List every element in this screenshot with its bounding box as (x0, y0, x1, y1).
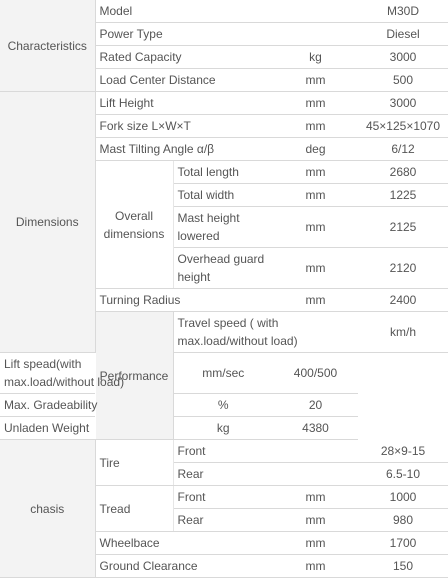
row-label-model: Model (95, 0, 273, 23)
row-unit-lift-height: mm (273, 92, 358, 115)
row-value-model: M30D (358, 0, 448, 23)
row-label-lift-height: Lift Height (95, 92, 273, 115)
row-unit-rated-capacity: kg (273, 46, 358, 69)
row-label-rated-capacity: Rated Capacity (95, 46, 273, 69)
section-characteristics: Characteristics (0, 0, 95, 92)
row-label-travel-speed: Travel speed ( with max.load/without load) (173, 312, 358, 353)
table-row (0, 440, 448, 463)
row-label-tread-front: Front (173, 486, 273, 509)
row-value-tire-rear: 6.5-10 (358, 463, 448, 486)
row-unit-tire-rear (273, 463, 358, 486)
table-row (0, 0, 448, 23)
row-label-wheelbase: Wheelbace (95, 532, 273, 555)
table-row (0, 394, 448, 417)
row-unit-unladen-weight: kg (173, 417, 273, 440)
row-value-lift-height: 3000 (358, 92, 448, 115)
row-value-ground-clearance: 150 (358, 555, 448, 578)
row-unit-mast-tilt: deg (273, 138, 358, 161)
row-unit-ground-clearance: mm (273, 555, 358, 578)
row-value-wheelbase: 1700 (358, 532, 448, 555)
row-label-turning-radius: Turning Radius (95, 289, 273, 312)
table-row (0, 417, 448, 440)
row-unit-tire-front (273, 440, 358, 463)
row-unit-fork-size: mm (273, 115, 358, 138)
row-value-load-center: 500 (358, 69, 448, 92)
row-value-total-width: 1225 (358, 184, 448, 207)
row-label-power-type: Power Type (95, 23, 273, 46)
section-chasis: chasis (0, 440, 95, 578)
row-label-tire-front: Front (173, 440, 273, 463)
row-label-total-length: Total length (173, 161, 273, 184)
row-value-power-type: Diesel (358, 23, 448, 46)
row-unit-total-length: mm (273, 161, 358, 184)
row-label-lift-speed: Lift spead(with max.load/without load) (0, 353, 173, 394)
row-unit-tread-rear: mm (273, 509, 358, 532)
row-value-tire-front: 28×9-15 (358, 440, 448, 463)
row-label-gradeability: Max. Gradeability (0, 394, 173, 417)
row-value-tread-rear: 980 (358, 509, 448, 532)
table-row (0, 353, 448, 394)
row-label-fork-size: Fork size L×W×T (95, 115, 273, 138)
row-value-rated-capacity: 3000 (358, 46, 448, 69)
row-label-total-width: Total width (173, 184, 273, 207)
row-value-lift-speed: 400/500 (273, 353, 358, 394)
row-value-turning-radius: 2400 (358, 289, 448, 312)
row-unit-lift-speed: mm/sec (173, 353, 273, 394)
row-value-total-length: 2680 (358, 161, 448, 184)
row-unit-load-center: mm (273, 69, 358, 92)
row-unit-gradeability: % (173, 394, 273, 417)
table-row (0, 92, 448, 115)
row-unit-travel-speed: km/h (358, 312, 448, 353)
row-unit-mast-height-lowered: mm (273, 207, 358, 248)
row-value-gradeability: 20 (273, 394, 358, 417)
row-label-tire-rear: Rear (173, 463, 273, 486)
row-value-fork-size: 45×125×1070 (358, 115, 448, 138)
row-label-load-center: Load Center Distance (95, 69, 273, 92)
row-value-mast-tilt: 6/12 (358, 138, 448, 161)
section-performance: Performance (95, 312, 173, 440)
row-unit-turning-radius: mm (273, 289, 358, 312)
row-unit-power-type (273, 23, 358, 46)
row-label-unladen-weight: Unladen Weight (0, 417, 173, 440)
subgroup-tire: Tire (95, 440, 173, 486)
row-label-mast-tilt: Mast Tilting Angle α/β (95, 138, 273, 161)
row-unit-wheelbase: mm (273, 532, 358, 555)
section-dimensions: Dimensions (0, 92, 95, 353)
subgroup-tread: Tread (95, 486, 173, 532)
row-label-overhead-guard: Overhead guard height (173, 248, 273, 289)
row-label-ground-clearance: Ground Clearance (95, 555, 273, 578)
row-unit-tread-front: mm (273, 486, 358, 509)
row-unit-overhead-guard: mm (273, 248, 358, 289)
row-label-tread-rear: Rear (173, 509, 273, 532)
row-unit-model (273, 0, 358, 23)
row-label-mast-height-lowered: Mast height lowered (173, 207, 273, 248)
row-value-tread-front: 1000 (358, 486, 448, 509)
row-value-mast-height-lowered: 2125 (358, 207, 448, 248)
subgroup-overall-dimensions: Overall dimensions (95, 161, 173, 289)
row-unit-total-width: mm (273, 184, 358, 207)
row-value-unladen-weight: 4380 (273, 417, 358, 440)
row-value-overhead-guard: 2120 (358, 248, 448, 289)
